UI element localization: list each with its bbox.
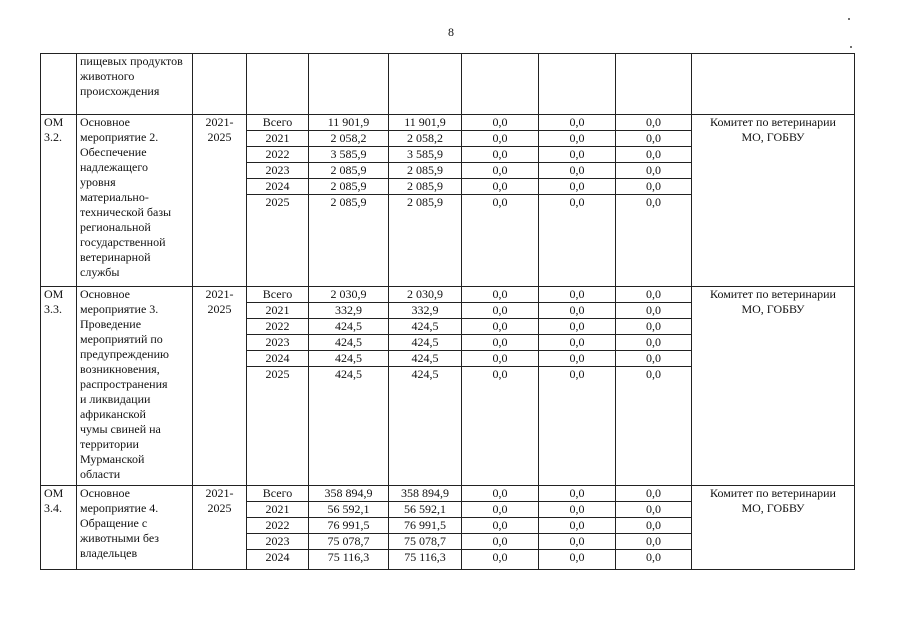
name-line: Мурманской xyxy=(80,452,145,466)
cell-period xyxy=(193,486,247,570)
cell-year: 2024 xyxy=(247,351,309,367)
cell-year: 2021 xyxy=(247,303,309,319)
cell-year: 2025 xyxy=(247,195,309,287)
cell-year: 2025 xyxy=(247,367,309,486)
table-row xyxy=(41,115,855,131)
cell-total: 2 085,9 xyxy=(309,195,389,287)
cell-value-4: 0,0 xyxy=(616,147,692,163)
cell-name xyxy=(77,486,193,570)
cell-responsible xyxy=(692,287,855,486)
cell-value-2: 0,0 xyxy=(462,319,539,335)
cell-value-2: 0,0 xyxy=(462,486,539,502)
name-line: Основное xyxy=(80,287,130,301)
name-line: территории xyxy=(80,437,139,451)
responsible-line: МО, ГОБВУ xyxy=(741,302,805,316)
cell-value-3: 0,0 xyxy=(539,486,616,502)
cell-value-4: 0,0 xyxy=(616,195,692,287)
cell-value-2: 0,0 xyxy=(462,534,539,550)
cell-value-1: 2 085,9 xyxy=(389,195,462,287)
cell-value-4: 0,0 xyxy=(616,303,692,319)
cell-year: 2024 xyxy=(247,179,309,195)
cell-value-4: 0,0 xyxy=(616,335,692,351)
period-end: 2025 xyxy=(207,501,232,515)
cell-name xyxy=(77,287,193,486)
cell-total: 2 058,2 xyxy=(309,131,389,147)
cell-total: 2 085,9 xyxy=(309,163,389,179)
name-line: владельцев xyxy=(80,546,138,560)
cell-value-1: 424,5 xyxy=(389,351,462,367)
cell-value-2: 0,0 xyxy=(462,147,539,163)
cell-year: 2021 xyxy=(247,131,309,147)
name-line: уровня xyxy=(80,175,116,189)
name-line: технической базы xyxy=(80,205,172,219)
cell-value-1: 358 894,9 xyxy=(389,486,462,502)
responsible-line: МО, ГОБВУ xyxy=(741,501,805,515)
cell-value-3: 0,0 xyxy=(539,335,616,351)
name-line: возникновения, xyxy=(80,362,160,376)
cell-year: Всего xyxy=(247,486,309,502)
cell-value-4: 0,0 xyxy=(616,319,692,335)
cell-value-1: 2 085,9 xyxy=(389,163,462,179)
cell-total: 75 116,3 xyxy=(309,550,389,570)
cell-value-1: 76 991,5 xyxy=(389,518,462,534)
cell-code xyxy=(41,486,77,570)
cell-value-3: 0,0 xyxy=(539,131,616,147)
name-line: Обеспечение xyxy=(80,145,147,159)
period-start: 2021- xyxy=(205,287,234,301)
cell-value-3: 0,0 xyxy=(539,502,616,518)
cell-value-2: 0,0 xyxy=(462,287,539,303)
cell-value-1: 424,5 xyxy=(389,367,462,486)
cell-value-4: 0,0 xyxy=(616,179,692,195)
period-end: 2025 xyxy=(207,130,232,144)
cell-value-2: 0,0 xyxy=(462,335,539,351)
code-number: 3.2. xyxy=(44,130,62,144)
cell-total: 2 030,9 xyxy=(309,287,389,303)
cell-value-3: 0,0 xyxy=(539,550,616,570)
cell-value-2: 0,0 xyxy=(462,179,539,195)
name-line: Проведение xyxy=(80,317,142,331)
cell-total: 424,5 xyxy=(309,335,389,351)
cell-year: 2021 xyxy=(247,502,309,518)
cell-name xyxy=(77,115,193,287)
cell-value-2: 0,0 xyxy=(462,351,539,367)
name-line: ветеринарной xyxy=(80,250,151,264)
cell-total xyxy=(309,54,389,115)
cell-code xyxy=(41,54,77,115)
cell-value-2: 0,0 xyxy=(462,367,539,486)
name-line: предупреждению xyxy=(80,347,169,361)
code-prefix: ОМ xyxy=(44,115,64,129)
cell-value-3: 0,0 xyxy=(539,518,616,534)
cell-value-2: 0,0 xyxy=(462,518,539,534)
code-prefix: ОМ xyxy=(44,287,64,301)
cell-value-4: 0,0 xyxy=(616,534,692,550)
cell-year: Всего xyxy=(247,287,309,303)
cell-value-2: 0,0 xyxy=(462,502,539,518)
name-line: африканской xyxy=(80,407,146,421)
cell-total: 11 901,9 xyxy=(309,115,389,131)
cell-responsible xyxy=(692,486,855,570)
name-line: Основное xyxy=(80,115,130,129)
name-line: животными без xyxy=(80,531,160,545)
cell-value-1: 332,9 xyxy=(389,303,462,319)
cell-value-1: 2 085,9 xyxy=(389,179,462,195)
name-line: мероприятий по xyxy=(80,332,163,346)
cell-value-3: 0,0 xyxy=(539,287,616,303)
cell-total: 424,5 xyxy=(309,351,389,367)
name-line: области xyxy=(80,467,121,481)
responsible-line: МО, ГОБВУ xyxy=(741,130,805,144)
cell-value-1: 3 585,9 xyxy=(389,147,462,163)
cell-value-3: 0,0 xyxy=(539,115,616,131)
responsible-line: Комитет по ветеринарии xyxy=(710,287,836,301)
name-line: чумы свиней на xyxy=(80,422,161,436)
cell-total: 75 078,7 xyxy=(309,534,389,550)
cell-value-3: 0,0 xyxy=(539,351,616,367)
budget-table xyxy=(40,53,855,570)
cell-value-4: 0,0 xyxy=(616,550,692,570)
cell-year xyxy=(247,54,309,115)
name-line: мероприятие 4. xyxy=(80,501,159,515)
cell-value-1: 2 058,2 xyxy=(389,131,462,147)
code-number: 3.4. xyxy=(44,501,62,515)
page-number: 8 xyxy=(448,25,454,39)
cell-value-1: 424,5 xyxy=(389,335,462,351)
cell-value-2: 0,0 xyxy=(462,131,539,147)
name-line: Основное xyxy=(80,486,130,500)
cell-total: 332,9 xyxy=(309,303,389,319)
cell-value-4: 0,0 xyxy=(616,502,692,518)
cell-value-3: 0,0 xyxy=(539,179,616,195)
name-line: материально- xyxy=(80,190,149,204)
cell-responsible xyxy=(692,54,855,115)
name-line: службы xyxy=(80,265,120,279)
cell-total: 358 894,9 xyxy=(309,486,389,502)
period-end: 2025 xyxy=(207,302,232,316)
cell-total: 424,5 xyxy=(309,367,389,486)
cell-value-4: 0,0 xyxy=(616,131,692,147)
cell-value-1: 424,5 xyxy=(389,319,462,335)
cell-name xyxy=(77,54,193,115)
period-start: 2021- xyxy=(205,486,234,500)
name-line: мероприятие 2. xyxy=(80,130,159,144)
cell-value-3: 0,0 xyxy=(539,534,616,550)
responsible-line: Комитет по ветеринарии xyxy=(710,115,836,129)
cell-total: 3 585,9 xyxy=(309,147,389,163)
cell-value-3 xyxy=(539,54,616,115)
cell-period xyxy=(193,54,247,115)
cell-value-4 xyxy=(616,54,692,115)
cell-value-4: 0,0 xyxy=(616,163,692,179)
name-line: Обращение с xyxy=(80,516,148,530)
cell-code xyxy=(41,287,77,486)
scan-speck xyxy=(850,46,852,48)
cell-value-1: 2 030,9 xyxy=(389,287,462,303)
responsible-line: Комитет по ветеринарии xyxy=(710,486,836,500)
cell-value-2: 0,0 xyxy=(462,550,539,570)
cell-year: 2023 xyxy=(247,335,309,351)
cell-value-1: 75 116,3 xyxy=(389,550,462,570)
cell-total: 2 085,9 xyxy=(309,179,389,195)
name-line: региональной xyxy=(80,220,151,234)
code-prefix: ОМ xyxy=(44,486,64,500)
cell-total: 76 991,5 xyxy=(309,518,389,534)
cell-value-4: 0,0 xyxy=(616,287,692,303)
cell-period xyxy=(193,287,247,486)
cell-year: 2024 xyxy=(247,550,309,570)
cell-value-3: 0,0 xyxy=(539,147,616,163)
cell-year: 2023 xyxy=(247,534,309,550)
cell-value-4: 0,0 xyxy=(616,486,692,502)
cell-value-2: 0,0 xyxy=(462,195,539,287)
cell-period xyxy=(193,115,247,287)
cell-value-4: 0,0 xyxy=(616,367,692,486)
cell-value-1: 11 901,9 xyxy=(389,115,462,131)
continuation-name: пищевых продуктов животного происхождения xyxy=(80,54,183,98)
table-row xyxy=(41,486,855,502)
table-row-continuation xyxy=(41,54,855,115)
cell-value-4: 0,0 xyxy=(616,115,692,131)
table-row xyxy=(41,287,855,303)
name-line: мероприятие 3. xyxy=(80,302,159,316)
name-line: надлежащего xyxy=(80,160,148,174)
name-line: распространения xyxy=(80,377,168,391)
code-number: 3.3. xyxy=(44,302,62,316)
cell-code xyxy=(41,115,77,287)
cell-value-3: 0,0 xyxy=(539,163,616,179)
name-line: и ликвидации xyxy=(80,392,151,406)
cell-value-2 xyxy=(462,54,539,115)
cell-value-3: 0,0 xyxy=(539,195,616,287)
cell-year: 2023 xyxy=(247,163,309,179)
cell-value-3: 0,0 xyxy=(539,319,616,335)
cell-year: 2022 xyxy=(247,319,309,335)
cell-value-4: 0,0 xyxy=(616,351,692,367)
cell-year: 2022 xyxy=(247,147,309,163)
cell-responsible xyxy=(692,115,855,287)
cell-year: 2022 xyxy=(247,518,309,534)
cell-value-1: 75 078,7 xyxy=(389,534,462,550)
cell-total: 424,5 xyxy=(309,319,389,335)
scan-speck xyxy=(848,18,850,20)
cell-total: 56 592,1 xyxy=(309,502,389,518)
cell-value-1: 56 592,1 xyxy=(389,502,462,518)
cell-value-1 xyxy=(389,54,462,115)
name-line: государственной xyxy=(80,235,166,249)
cell-value-2: 0,0 xyxy=(462,303,539,319)
cell-value-2: 0,0 xyxy=(462,163,539,179)
cell-value-3: 0,0 xyxy=(539,303,616,319)
cell-year: Всего xyxy=(247,115,309,131)
cell-value-2: 0,0 xyxy=(462,115,539,131)
period-start: 2021- xyxy=(205,115,234,129)
cell-value-3: 0,0 xyxy=(539,367,616,486)
cell-value-4: 0,0 xyxy=(616,518,692,534)
